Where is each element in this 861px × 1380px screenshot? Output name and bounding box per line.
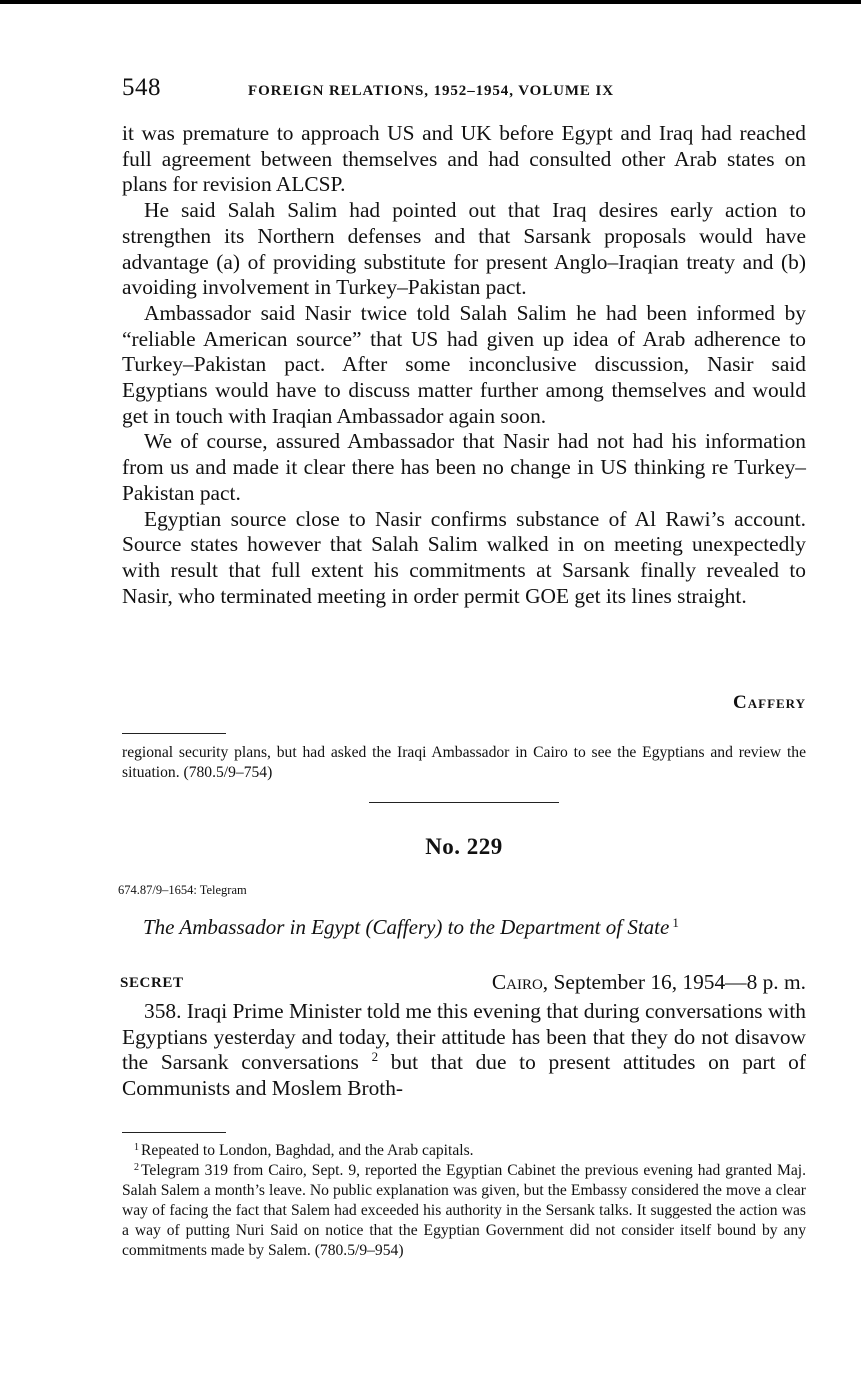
paragraph: Ambassador said Nasir twice told Salah Salim he had been informed by “reliable American source” that US had given up idea of Arab adherence to Turkey–Pakistan pact. After some inconclusive discussion, Nasir said Egyptians would have to discuss matter further among themselves and would get in touch with Iraqian Ambassador again soon. (122, 300, 806, 428)
paragraph: Egyptian source close to Nasir confirms substance of Al Rawi’s account. Source states however that Salah Salim walked in on meeting unexpectedly with result that full extent his commitments at Sarsank finally revealed to Nasir, who terminated meeting in order permit GOE get its lines straight. (122, 506, 806, 608)
footnote-rule (122, 1132, 226, 1133)
signature-text: Caffery (733, 692, 806, 713)
footnote-marker: 2 (371, 1049, 379, 1065)
running-title: FOREIGN RELATIONS, 1952–1954, VOLUME IX (248, 83, 614, 99)
paragraph: He said Salah Salim had pointed out that Iraq desires early action to strengthen its Northern defenses and that Sarsank proposals would have advantage (a) of providing substitute for present Anglo–Iraqian treaty and (b) avoiding involvement in Turkey–Pakistan pact. (122, 198, 806, 300)
paragraph: it was premature to approach US and UK before Egypt and Iraq had reached full agreement between themselves and had consulted other Arab states on plans for revision ALCSP. (122, 121, 806, 197)
dateline-city: Cairo (491, 970, 543, 994)
document-number: No. 229 (425, 834, 503, 859)
footnotes (122, 1141, 806, 1261)
document-separator (369, 802, 559, 803)
page-number: 548 (122, 74, 161, 101)
carryover-footnote (122, 743, 806, 783)
footnote (122, 1141, 806, 1161)
classification-label: SECRET (120, 975, 184, 991)
dateline-date: , September 16, 1954—8 p. m. (542, 970, 806, 994)
running-header (122, 74, 806, 106)
body-text-part: 358. Iraqi Prime Minister told me this evening that during conversations with Egyptians yesterday and today, their attitude has been that they do not disavow the Sarsank conversations (122, 999, 806, 1075)
footnote-number: 1 (134, 1142, 139, 1153)
footnote-rule (122, 733, 226, 734)
telegram-body (122, 999, 806, 1102)
footnote-number: 2 (134, 1162, 139, 1173)
continued-telegram-text (122, 121, 806, 609)
file-reference: 674.87/9–1654: Telegram (118, 883, 247, 897)
paragraph (122, 999, 806, 1102)
footnote (122, 1161, 806, 1261)
scan-top-border (0, 0, 861, 4)
document-title (143, 915, 679, 940)
paragraph: We of course, assured Ambassador that Nasir had not had his information from us and made it clear there has been no change in US thinking re Turkey–Pakistan pact. (122, 429, 806, 505)
footnote-text: regional security plans, but had asked the Iraqi Ambassador in Cairo to see the Egyptians and review the situation. (780.5/9–754) (122, 744, 806, 781)
footnote-marker: 1 (672, 915, 679, 930)
document-title-text: The Ambassador in Egypt (Caffery) to the Department of State (143, 915, 670, 939)
dateline (492, 970, 806, 995)
body-text-part: but that due to present attitudes on part of Communists and Moslem Broth- (122, 1050, 806, 1101)
footnote-text: Repeated to London, Baghdad, and the Arab capitals. (141, 1142, 474, 1159)
footnote-text: Telegram 319 from Cairo, Sept. 9, reported the Egyptian Cabinet the previous evening had granted Maj. Salah Salem a month’s leave. No public explanation was given, but the Embassy considered the move a clear way of facing the fact that Salem had exceeded his authority in the Sersank talks. It suggested the action was a way of putting Nuri Said on notice that the Egyptian Government did not consider itself bound by any commitments made by Salem. (780.5/9–954) (122, 1162, 806, 1259)
signature (733, 692, 806, 714)
